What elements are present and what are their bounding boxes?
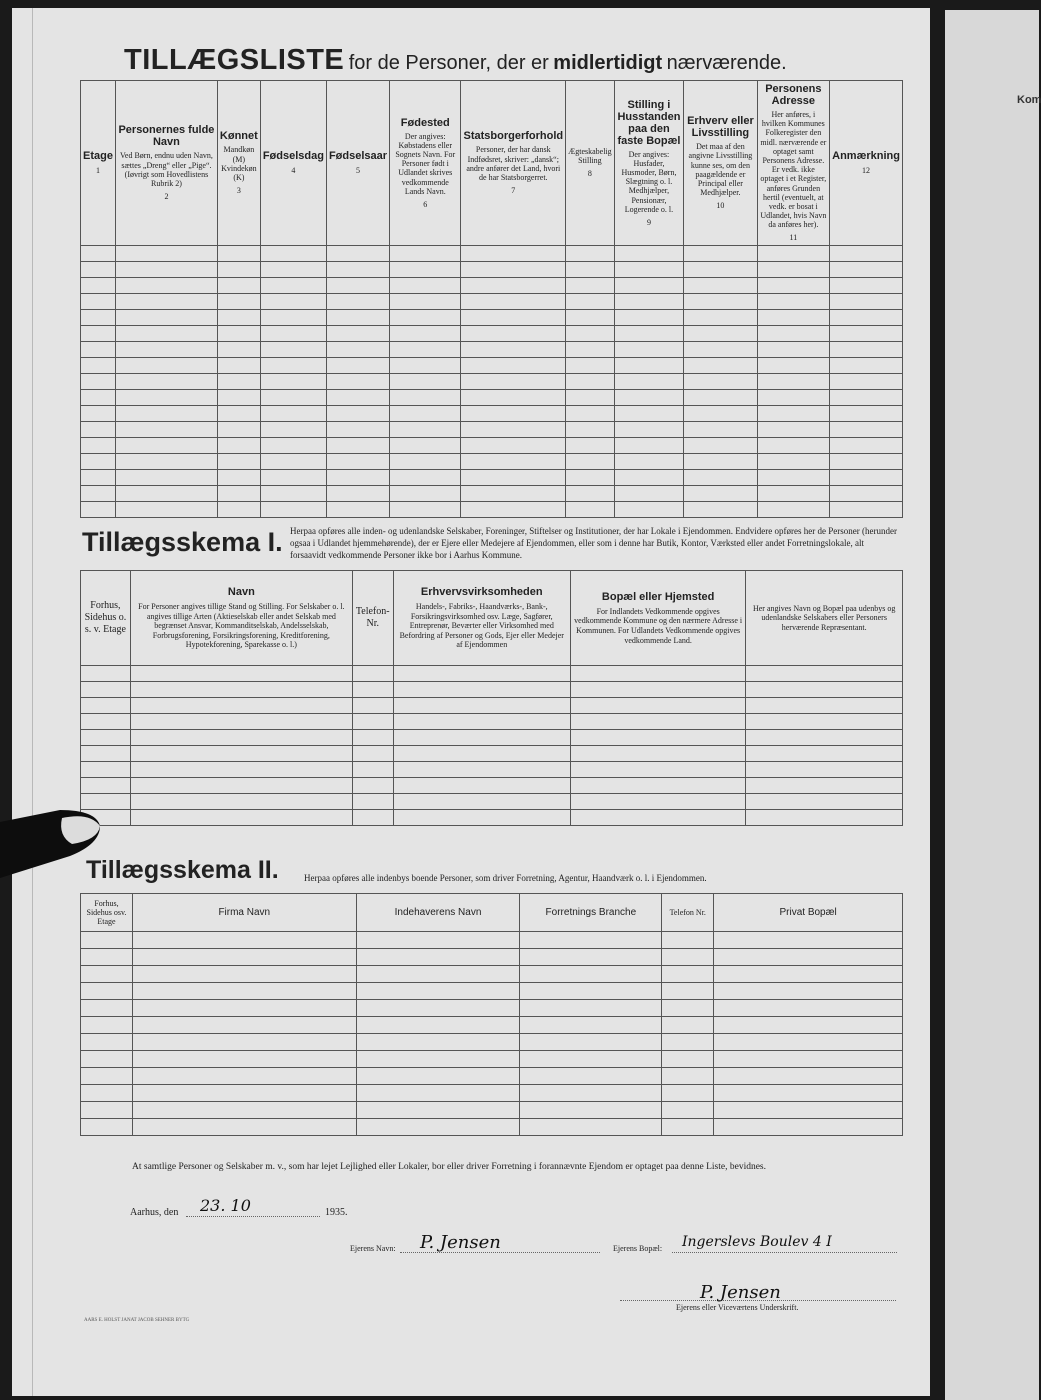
owner-address-label: Ejerens Bopæl: [613, 1244, 663, 1253]
declaration-text: At samtlige Personer og Selskaber m. v., som har lejet Lejlighed eller Lokaler, bor eller driver Forretning i forannævnte Ejendom er optaget paa denne Liste, bevidnes. [132, 1162, 766, 1172]
skema2-header-col-3: Indehaverens Navn [356, 894, 520, 932]
main-list-header-col-9: Stilling i Husstanden paa den faste Bopæl Der angives: Husfader, Husmoder, Børn, Slægtning o. l. Medhjælper, Pensionær, Logerende o. l. 9 [614, 81, 684, 246]
skema1-row [81, 666, 903, 682]
skema2-header-col-1: Forhus, Sidehus osv. Etage [81, 894, 133, 932]
skema2-header-col-2: Firma Navn [132, 894, 356, 932]
next-page-edge [945, 10, 1039, 1400]
main-list-table [80, 80, 903, 518]
owner-name-handwritten: P. Jensen [420, 1232, 501, 1253]
date-handwritten: 23. 10 [200, 1196, 251, 1215]
skema2-row [81, 1102, 903, 1119]
main-list-row [81, 421, 903, 437]
main-list-row [81, 309, 903, 325]
main-list-row [81, 261, 903, 277]
printer-mark: AARS E. HOLST JANAT JACOB SEHNER BYTG [84, 1318, 190, 1323]
skema2-row [81, 1119, 903, 1136]
skema2-row [81, 1068, 903, 1085]
skema1-header-col-1: Forhus, Sidehus o. s. v. Etage [81, 571, 131, 666]
owner-address-handwritten: Ingerslevs Boulev 4 I [682, 1234, 832, 1250]
next-page-fragment: Kom [1017, 94, 1041, 106]
skema2-row [81, 1034, 903, 1051]
main-list-row [81, 485, 903, 501]
skema1-note: Herpaa opføres alle inden- og udenlandske Selskaber, Foreninger, Stiftelser og Institutioner, der har Lokale i Ejendommen. Endvidere opføres her de Personer (herunder ogsaa i Udlandet hjemmehørende), der er Ejere eller Medejere af Ejendommen, eller som i denne har Butik, Kontor, Værksted eller andet Forretningslokale, alt forsaavidt vedkommende Personer ikke bor i Aarhus Kommune. [290, 526, 897, 561]
page-title: TILLÆGSLISTE for de Personer, der er midlertidigt nærværende. [124, 44, 787, 76]
main-list-header-col-6: Fødested Der angives: Købstadens eller Sognets Navn. For Personer født i Udlandet skrives vedkommende Lands Navn. 6 [390, 81, 461, 246]
skema1-header-col-3: Telefon-Nr. [352, 571, 393, 666]
place-label: Aarhus, den [130, 1207, 179, 1218]
main-list-row [81, 469, 903, 485]
skema2-header-col-6: Privat Bopæl [714, 894, 903, 932]
main-list-header-col-5: Fødselsaar 5 [326, 81, 389, 246]
skema1-table [80, 570, 903, 826]
main-list-row [81, 405, 903, 421]
main-list-row [81, 341, 903, 357]
skema1-row [81, 746, 903, 762]
main-list-header-col-4: Fødselsdag 4 [260, 81, 326, 246]
skema2-row [81, 1000, 903, 1017]
main-list-header-col-7: Statsborgerforhold Personer, der har dansk Indfødsret, skriver: „dansk“; andre anfører det Land, hvori de har Statsborgerret. 7 [461, 81, 566, 246]
skema1-header-col-5: Bopæl eller Hjemsted For Indlandets Vedkommende opgives vedkommende Kommune og den nærmere Adresse i Kommunen. For Udlandets Vedkommende opgives vedkommende Land. [570, 571, 745, 666]
skema2-row [81, 966, 903, 983]
skema1-row [81, 682, 903, 698]
skema2-row [81, 932, 903, 949]
title-main: TILLÆGSLISTE [124, 44, 345, 76]
main-list-row [81, 373, 903, 389]
main-list-row [81, 389, 903, 405]
main-list-header-col-10: Erhverv eller Livsstilling Det maa af den angivne Livsstilling kunne ses, om den paagældende er Principal eller Medhjælper. 10 [684, 81, 757, 246]
skema2-row [81, 949, 903, 966]
main-list-row [81, 437, 903, 453]
skema1-row [81, 730, 903, 746]
main-list-row [81, 245, 903, 261]
signature-handwritten: P. Jensen [700, 1282, 781, 1303]
skema1-row [81, 778, 903, 794]
finger-holding-page [0, 808, 105, 880]
skema2-header-col-5: Telefon Nr. [662, 894, 714, 932]
main-list-row [81, 501, 903, 517]
skema1-header-col-6: Her angives Navn og Bopæl paa udenbys og udenlandske Selskabers eller Personers herværende Repræsentant. [746, 571, 903, 666]
main-list-row [81, 325, 903, 341]
main-list-header-col-3: Kønnet Mandkøn (M) Kvindekøn (K) 3 [217, 81, 260, 246]
skema1-row [81, 762, 903, 778]
skema2-note: Herpaa opføres alle indenbys boende Personer, som driver Forretning, Agentur, Haandværk o. l. i Ejendommen. [304, 873, 707, 883]
skema2-row [81, 983, 903, 1000]
skema2-row [81, 1051, 903, 1068]
skema2-row [81, 1085, 903, 1102]
main-list-row [81, 357, 903, 373]
main-list-header-col-11: Personens Adresse Her anføres, i hvilken Kommunes Folkeregister den midl. nærværende er optaget samt Personens Adresse. Er vedk. ikke optaget i et Register, anføres Grunden hertil (eventuelt, at vedk. er bosat i Udlandet, hvis Navn da anføres her). 11 [757, 81, 830, 246]
skema2-table [80, 893, 903, 1136]
main-list-header-col-8: Ægteskabelig Stilling 8 [566, 81, 615, 246]
skema1-header-col-4: Erhvervsvirksomheden Handels-, Fabriks-, Haandværks-, Bank-, Forsikringsvirksomhed osv. Læge, Sagfører, Entreprenør, Beværter eller Virksomhed med Befordring af Personer og Gods, Ejer eller Medejer af Ejendommen [393, 571, 570, 666]
main-list-row [81, 277, 903, 293]
signature-label: Ejerens eller Viceværtens Underskrift. [676, 1303, 799, 1312]
skema1-row [81, 810, 903, 826]
skema1-title: Tillægsskema I. [82, 527, 283, 557]
main-list-row [81, 453, 903, 469]
skema2-row [81, 1017, 903, 1034]
main-list-header-col-2: Personernes fulde Navn Ved Børn, endnu uden Navn, sættes „Dreng“ eller „Pige“. (Iøvrigt som Hovedlistens Rubrik 2) 2 [115, 81, 217, 246]
skema1-row [81, 794, 903, 810]
year-label: 1935. [325, 1207, 348, 1218]
skema2-header-col-4: Forretnings Branche [520, 894, 662, 932]
skema1-header-col-2: Navn For Personer angives tillige Stand og Stilling. For Selskaber o. l. angives tillige Arten (Aktieselskab eller andet Selskab med begrænset Ansvar, Kommanditselskab, Andelsselskab, Forbrugsforening, Forsikringsforening, Kreditforening, Hypotekforening, Sparekasse o. l.) [130, 571, 352, 666]
main-list-header-col-12: Anmærkning 12 [830, 81, 903, 246]
main-list-header-col-1: Etage 1 [81, 81, 116, 246]
owner-name-label: Ejerens Navn: [350, 1244, 396, 1253]
skema2-title: Tillægsskema II. [86, 856, 279, 884]
skema1-row [81, 714, 903, 730]
skema1-row [81, 698, 903, 714]
main-list-row [81, 293, 903, 309]
